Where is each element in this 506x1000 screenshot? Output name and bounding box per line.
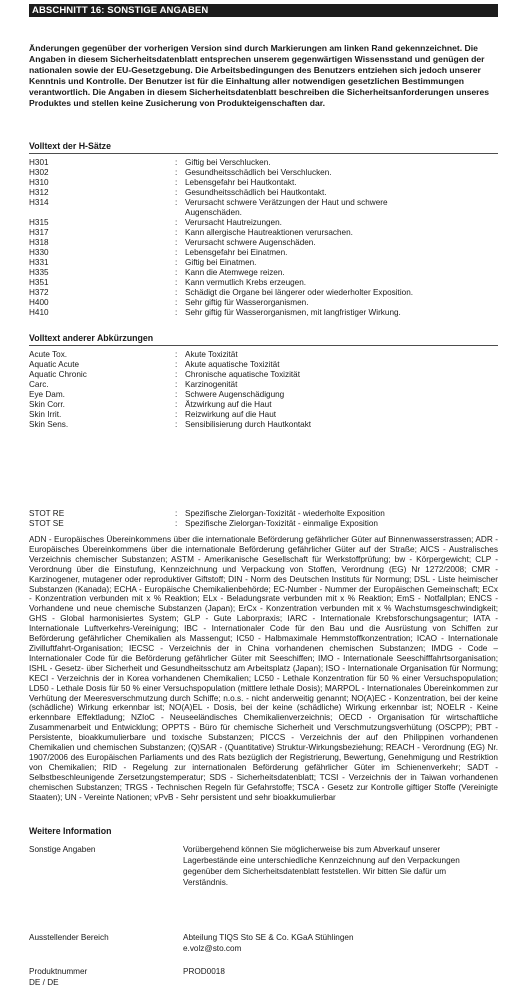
h-code: H315 <box>29 218 49 227</box>
h-text: Gesundheitsschädlich bei Verschlucken. <box>185 168 332 177</box>
h-code: H410 <box>29 308 49 317</box>
abbr-code: Carc. <box>29 380 49 389</box>
h-text: Verursacht schwere Verätzungen der Haut und schwere Augenschäden. <box>185 198 388 217</box>
abbreviations-paragraph: ADN - Europäisches Übereinkommens über die internationale Beförderung gefährlicher Güter auf Binnenwasserstrassen; ADR - Europäisches Übereinkommens über die internationale Beförderung gefährlicher Güter auf der Straße; AICS - Australisches Verzeichnis chemischer Substanzen; ASTM - Amerikanische Gesellschaft für Werkstoffprüfung; bw - Körpergewicht; CLP - Verordnung über die Einstufung, Kennzeichnung und Verpackung von Stoffen, Verordnung (EG) Nr 1272/2008; CMR - Karzinogener, mutagener oder reproduktiver Giftstoff; DIN - Norm des Deutschen Instituts für Normung; DSL - Liste heimischer Substanzen (Kanada); ECHA - Europäische Chemikalienbehörde; EC-Number - Nummer der Europäischen Gemeinschaft; ECx - Konzentration verbunden mit x % Reaktion; ELx - Beladungsrate verbunden mit x % Reaktion; EmS - Notfallplan; ENCS - Vorhandene und neue chemische Substanzen (Japan); ErCx - Konzentration verbunden mit x % Wachstumsgeschwindigkeit; GHS - Global harmonisiertes System; GLP - Gute Laborpraxis; IARC - Internationale Krebsforschungsagentur; IATA - Internationale Luftverkehrs-Vereinigung; IBC - Internationaler Code für den Bau und die Ausrüstung von Schiffen zur Beförderung gefährlicher Chemikalien als Massengut; IC50 - Halbmaximale Hemmstoffkonzentration; ICAO - Internationale Zivilluftfahrt-Organisation; IECSC - Verzeichnis der in China vorhandenen chemischen Substanzen; IMDG - Code – Internationaler Code für die Beförderung gefährlicher Güter mit Seeschiffen; IMO - Internationale Seeschifffahrtsorganisation; ISHL - Gesetz- über Sicherheit und Gesundheitsschutz am Arbeitsplatz (Japan); ISO - Internationale Organisation für Normung; KECI - Verzeichnis der in Korea vorhandenen Chemikalien; LC50 - Lethale Konzentration für 50 % einer Versuchspopulation; LD50 - Lethale Dosis für 50 % einer Versuchspopulation (mittlere lethale Dosis); MARPOL - Internationales Übereinkommen zur Verhütung der Meeresverschmutzung durch Schiffe; n.o.s. - nicht anderweitig genannt; NO(A)EC - Konzentration, bei der keine (schädliche) Wirkung erkennbar ist; NO(A)EL - Dosis, bei der keine (schädliche) Wirkung erkennbar ist; NOELR - Keine erkennbare Effektladung; NZIoC - Neuseeländisches Chemikalienverzeichnis; OECD - Organisation für wirtschaftliche Zusammenarbeit und Entwicklung; OPPTS - Büro für chemische Sicherheit und Verschmutzungsverhütung (OSCPP); PBT - Persistente, bioakkumulierbare und toxische Substanzen; PICCS - Verzeichnis der auf den Philippinen vorhandenen Chemikalien und chemischen Substanzen; (Q)SAR - (Quantitative) Struktur-Wirkungsbeziehung; REACH - Verordnung (EG) Nr. 1907/2006 des Europäischen Parliaments und des Rats bezüglich der Registrierung, Bewertung, Genehmigung und Restriktion von Chemikalien; RID - Regelung zur internationalen Beförderung gefährlicher Güter im Schienenverkehr; SADT - Selbstbeschleunigende Zersetzungstemperatur; SDS - Sicherheitsdatenblatt; TCSI - Verzeichnis der in Taiwan vorhandenen chemischen Substanzen; TRGS - Technischen Regeln für Gefahrstoffe; TSCA - Gesetz zur Kontrolle giftiger Stoffe (Vereinigte Staaten); UN - Vereinte Nationen; vPvB - Sehr persistent und sehr bioakkumulierbar <box>29 535 498 802</box>
h-text: Sehr giftig für Wasserorganismen, mit langfristiger Wirkung. <box>185 308 401 317</box>
abbr-text: Spezifische Zielorgan-Toxizität - einmalige Exposition <box>185 519 378 528</box>
h-statement-row: H335 : Kann die Atemwege reizen. <box>29 268 499 278</box>
abbreviations-divider <box>29 345 498 346</box>
h-statement-row: H351 : Kann vermutlich Krebs erzeugen. <box>29 278 499 288</box>
abbr-text: Schwere Augenschädigung <box>185 390 285 399</box>
other-information-label: Sonstige Angaben <box>29 845 96 854</box>
h-statement-row: H318 : Verursacht schwere Augenschäden. <box>29 238 499 248</box>
abbreviation-row: Aquatic Acute : Akute aquatische Toxizität <box>29 360 499 370</box>
h-statement-row: H301 : Giftig bei Verschlucken. <box>29 158 499 168</box>
h-text: Schädigt die Organe bei längerer oder wiederholter Exposition. <box>185 288 414 297</box>
abbr-text: Spezifische Zielorgan-Toxizität - wiederholte Exposition <box>185 509 385 518</box>
h-text: Kann die Atemwege reizen. <box>185 268 285 277</box>
h-text: Giftig bei Verschlucken. <box>185 158 271 167</box>
h-code: H314 <box>29 198 49 207</box>
abbreviation-row: STOT SE : Spezifische Zielorgan-Toxizität - einmalige Exposition <box>29 519 499 529</box>
abbr-code: Skin Corr. <box>29 400 65 409</box>
abbreviation-row: Skin Irrit. : Reizwirkung auf die Haut <box>29 410 499 420</box>
abbr-code: Aquatic Acute <box>29 360 80 369</box>
stot-list <box>29 509 499 529</box>
abbr-code: Skin Sens. <box>29 420 69 429</box>
abbr-code: Aquatic Chronic <box>29 370 87 379</box>
h-statement-row: H410 : Sehr giftig für Wasserorganismen, mit langfristiger Wirkung. <box>29 308 499 318</box>
abbreviation-row: Eye Dam. : Schwere Augenschädigung <box>29 390 499 400</box>
abbr-code: Eye Dam. <box>29 390 65 399</box>
abbreviation-row: Carc. : Karzinogenität <box>29 380 499 390</box>
intro-text: Änderungen gegenüber der vorherigen Version sind durch Markierungen am linken Rand gekennzeichnet. Die Angaben in diesem Sicherheitsdatenblatt entsprechen unserem gegenwärtigen Wissensstand und genügen der nationalen sowie der EU-Gesetzgebung. Die Arbeitsbedingungen des Benutzers entziehen sich jedoch unserer Kenntnis und Kontrolle. Der Benutzer ist für die Einhaltung aller notwendigen gesetzlichen Bestimmungen verantwortlich. Die Angaben in diesem Sicherheitsdatenblatt beschreiben die Sicherheitsanforderungen unseres Produktes und stellen keine Zusicherung von Produkteigenschaften dar. <box>29 43 490 108</box>
abbreviations-list <box>29 350 499 430</box>
abbr-text: Akute aquatische Toxizität <box>185 360 280 369</box>
h-statement-row: H312 : Gesundheitsschädlich bei Hautkontakt. <box>29 188 499 198</box>
abbr-code: STOT RE <box>29 509 65 518</box>
section-header: ABSCHNITT 16: SONSTIGE ANGABEN <box>29 4 498 17</box>
h-code: H312 <box>29 188 49 197</box>
abbreviations-title: Volltext anderer Abkürzungen <box>29 333 154 343</box>
h-text: Kann vermutlich Krebs erzeugen. <box>185 278 307 287</box>
product-number-label: Produktnummer <box>29 967 88 976</box>
h-code: H317 <box>29 228 49 237</box>
h-code: H331 <box>29 258 49 267</box>
h-text: Lebensgefahr bei Einatmen. <box>185 248 288 257</box>
h-statement-row: H317 : Kann allergische Hautreaktionen verursachen. <box>29 228 499 238</box>
abbr-code: STOT SE <box>29 519 64 528</box>
abbreviation-row: Acute Tox. : Akute Toxizität <box>29 350 499 360</box>
abbr-text: Chronische aquatische Toxizität <box>185 370 300 379</box>
abbreviation-row: STOT RE : Spezifische Zielorgan-Toxizität - wiederholte Exposition <box>29 509 499 519</box>
h-code: H351 <box>29 278 49 287</box>
abbr-text: Reizwirkung auf die Haut <box>185 410 277 419</box>
abbr-code: Acute Tox. <box>29 350 68 359</box>
h-statement-row: H314 : Verursacht schwere Verätzungen der Haut und schwere Augenschäden. <box>29 198 499 218</box>
h-text: Lebensgefahr bei Hautkontakt. <box>185 178 297 187</box>
issuer-department: Abteilung TIQS Sto SE & Co. KGaA Stühlingen <box>183 933 354 942</box>
h-statements-list <box>29 158 499 318</box>
product-number-value: PROD0018 <box>183 967 225 976</box>
h-code: H318 <box>29 238 49 247</box>
h-statement-row: H330 : Lebensgefahr bei Einatmen. <box>29 248 499 258</box>
abbreviation-row: Aquatic Chronic : Chronische aquatische Toxizität <box>29 370 499 380</box>
h-statement-row: H302 : Gesundheitsschädlich bei Verschlucken. <box>29 168 499 178</box>
h-statement-row: H310 : Lebensgefahr bei Hautkontakt. <box>29 178 499 188</box>
h-statement-row: H331 : Giftig bei Einatmen. <box>29 258 499 268</box>
abbr-text: Sensibilisierung durch Hautkontakt <box>185 420 312 429</box>
h-statements-divider <box>29 153 498 154</box>
h-statements-title: Volltext der H-Sätze <box>29 141 111 151</box>
further-information-title: Weitere Information <box>29 826 112 836</box>
abbr-code: Skin Irrit. <box>29 410 62 419</box>
h-text: Verursacht schwere Augenschäden. <box>185 238 316 247</box>
h-text: Sehr giftig für Wasserorganismen. <box>185 298 309 307</box>
h-statement-row: H372 : Schädigt die Organe bei längerer oder wiederholter Exposition. <box>29 288 499 298</box>
h-code: H310 <box>29 178 49 187</box>
h-code: H335 <box>29 268 49 277</box>
h-statement-row: H400 : Sehr giftig für Wasserorganismen. <box>29 298 499 308</box>
issuer-label: Ausstellender Bereich <box>29 933 109 942</box>
h-statement-row: H315 : Verursacht Hautreizungen. <box>29 218 499 228</box>
h-code: H400 <box>29 298 49 307</box>
h-code: H330 <box>29 248 49 257</box>
abbreviation-row: Skin Corr. : Ätzwirkung auf die Haut <box>29 400 499 410</box>
h-code: H372 <box>29 288 49 297</box>
h-text: Giftig bei Einatmen. <box>185 258 257 267</box>
abbr-text: Akute Toxizität <box>185 350 238 359</box>
product-locale-label: DE / DE <box>29 978 59 987</box>
abbr-text: Karzinogenität <box>185 380 238 389</box>
h-text: Kann allergische Hautreaktionen verursachen. <box>185 228 353 237</box>
issuer-email[interactable]: e.volz@sto.com <box>183 944 242 953</box>
other-information-text: Vorübergehend können Sie möglicherweise bis zum Abverkauf unserer Lagerbestände eine unterschiedliche Kennzeichnung auf den Verpackungen gegenüber dem Sicherheitsdatenblatt feststellen. Wir bitten Sie dafür um Verständnis. <box>183 845 460 887</box>
h-code: H302 <box>29 168 49 177</box>
h-text: Gesundheitsschädlich bei Hautkontakt. <box>185 188 327 197</box>
abbr-text: Ätzwirkung auf die Haut <box>185 400 272 409</box>
h-text: Verursacht Hautreizungen. <box>185 218 282 227</box>
h-code: H301 <box>29 158 49 167</box>
abbreviation-row: Skin Sens. : Sensibilisierung durch Hautkontakt <box>29 420 499 430</box>
